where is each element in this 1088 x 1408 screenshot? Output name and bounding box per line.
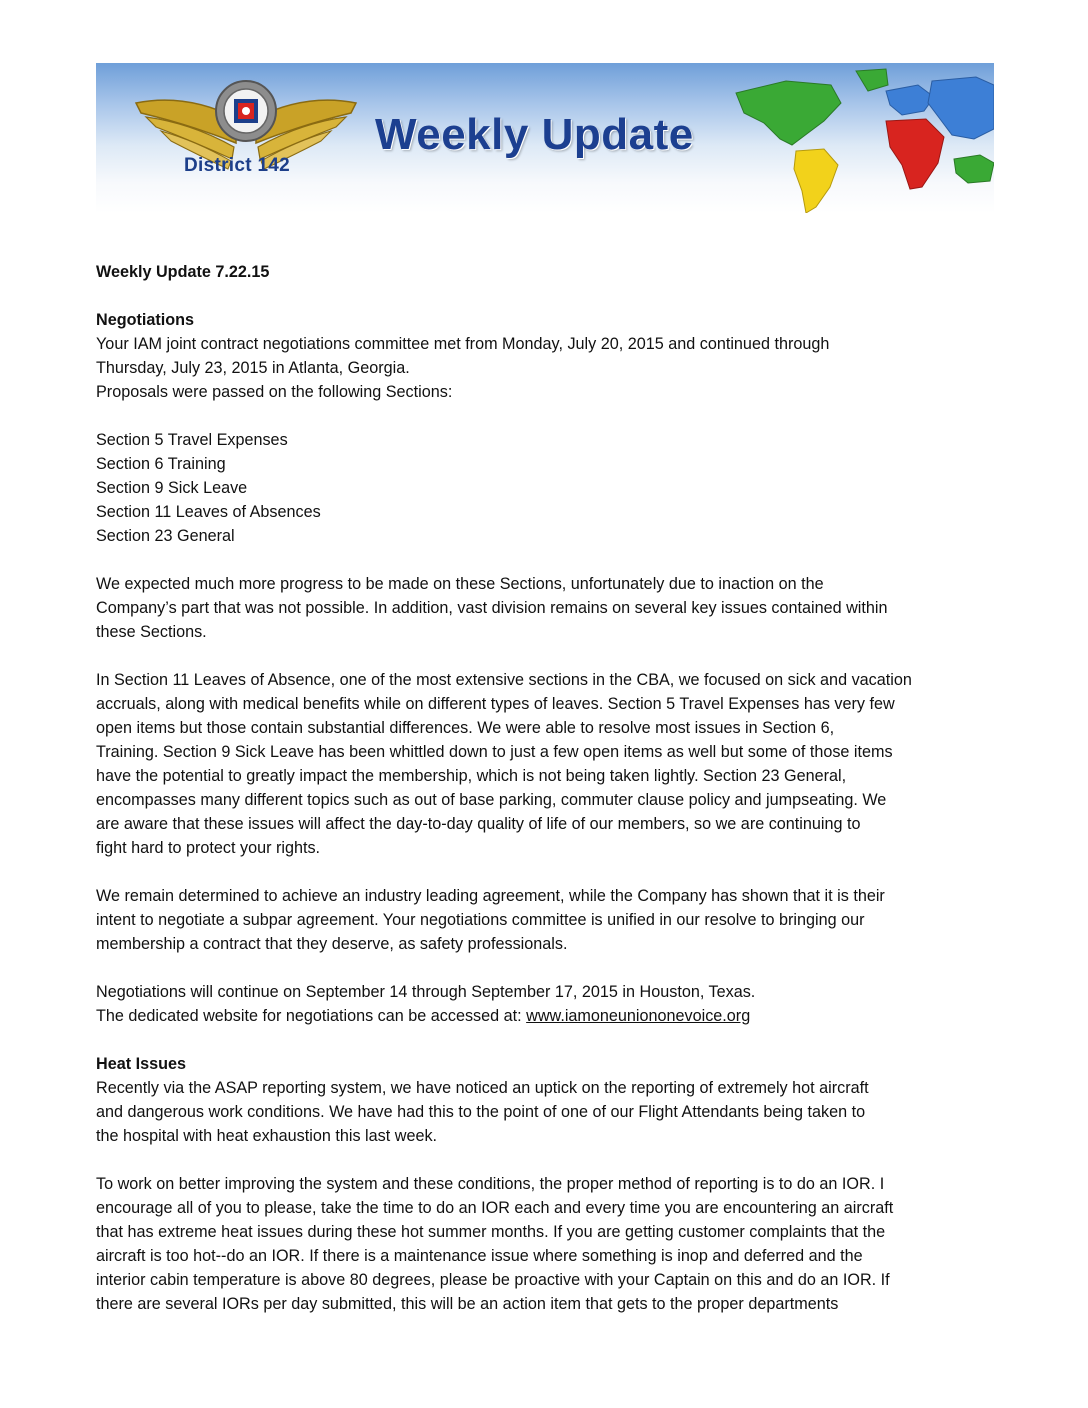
text-line: encourage all of you to please, take the time to do an IOR each and every time you are encountering an aircraft	[96, 1199, 894, 1217]
text-line: the hospital with heat exhaustion this last week.	[96, 1127, 438, 1145]
negotiations-heading: Negotiations	[96, 311, 195, 329]
text-line: are aware that these issues will affect the day-to-day quality of life of our members, so we are continuing to	[96, 815, 861, 833]
text-line: aircraft is too hot--do an IOR. If there is a maintenance issue where something is inop and deferred and the	[96, 1247, 863, 1265]
text-line: Recently via the ASAP reporting system, we have noticed an uptick on the reporting of extremely hot aircraft	[96, 1079, 869, 1097]
sections-list	[96, 428, 996, 548]
list-item: Section 9 Sick Leave	[96, 479, 248, 497]
determination-paragraph	[96, 884, 996, 956]
text-line: and dangerous work conditions. We have had this to the point of one of our Flight Attendants being taken to	[96, 1103, 866, 1121]
heat-issues-section	[96, 1052, 996, 1316]
text-line: Company’s part that was not possible. In addition, vast division remains on several key issues contained within	[96, 599, 888, 617]
text-line: Negotiations will continue on September 14 through September 17, 2015 in Houston, Texas.	[96, 983, 756, 1001]
progress-paragraph	[96, 572, 996, 644]
text-line: In Section 11 Leaves of Absence, one of the most extensive sections in the CBA, we focused on sick and vacation	[96, 671, 912, 689]
list-item: Section 23 General	[96, 527, 235, 545]
negotiations-website-link[interactable]: www.iamoneuniononevoice.org	[526, 1007, 751, 1025]
text-line: intent to negotiate a subpar agreement. Your negotiations committee is unified in our resolve to bringing our	[96, 911, 865, 929]
text-line: To work on better improving the system and these conditions, the proper method of reporting is to do an IOR. I	[96, 1175, 885, 1193]
ior-paragraph	[96, 1172, 996, 1316]
text-line: We expected much more progress to be made on these Sections, unfortunately due to inaction on the	[96, 575, 824, 593]
text-line: there are several IORs per day submitted, this will be an action item that gets to the proper departments	[96, 1295, 839, 1313]
list-item: Section 11 Leaves of Absences	[96, 503, 321, 521]
document-title: Weekly Update 7.22.15	[96, 263, 270, 281]
text-line: Proposals were passed on the following Sections:	[96, 383, 453, 401]
list-item: Section 5 Travel Expenses	[96, 431, 288, 449]
banner-title: Weekly Update	[375, 110, 694, 159]
text-line: open items but those contain substantial differences. We were able to resolve most issues in Section 6,	[96, 719, 835, 737]
text-line: membership a contract that they deserve, as safety professionals.	[96, 935, 568, 953]
heat-issues-heading: Heat Issues	[96, 1055, 186, 1073]
text-line: Your IAM joint contract negotiations committee met from Monday, July 20, 2015 and continued through	[96, 335, 830, 353]
heat-report-paragraph	[96, 1076, 996, 1148]
text-line: Training. Section 9 Sick Leave has been whittled down to just a few open items as well but some of those items	[96, 743, 893, 761]
website-line	[96, 1004, 996, 1028]
text-line: accruals, along with medical benefits while on different types of leaves. Section 5 Travel Expenses has very few	[96, 695, 895, 713]
district-label: District 142	[184, 155, 291, 176]
text-line: We remain determined to achieve an industry leading agreement, while the Company has shown that it is their	[96, 887, 885, 905]
sections-detail-paragraph	[96, 668, 996, 860]
schedule-paragraph	[96, 980, 996, 1028]
text-line: fight hard to protect your rights.	[96, 839, 321, 857]
negotiations-intro	[96, 332, 996, 404]
text-line: interior cabin temperature is above 80 degrees, please be proactive with your Captain on this and do an IOR. If	[96, 1271, 890, 1289]
world-map-icon	[736, 69, 994, 213]
document-body	[96, 260, 996, 1340]
text-line: these Sections.	[96, 623, 207, 641]
text-line: Thursday, July 23, 2015 in Atlanta, Georgia.	[96, 359, 410, 377]
website-prefix: The dedicated website for negotiations can be accessed at:	[96, 1007, 527, 1025]
header-banner	[96, 63, 994, 213]
text-line: have the potential to greatly impact the membership, which is not being taken lightly. Section 23 General,	[96, 767, 847, 785]
list-item: Section 6 Training	[96, 455, 226, 473]
negotiations-section	[96, 308, 996, 1028]
text-line: encompasses many different topics such as out of base parking, commuter clause policy and jumpseating. We	[96, 791, 887, 809]
text-line: that has extreme heat issues during these hot summer months. If you are getting customer complaints that the	[96, 1223, 886, 1241]
